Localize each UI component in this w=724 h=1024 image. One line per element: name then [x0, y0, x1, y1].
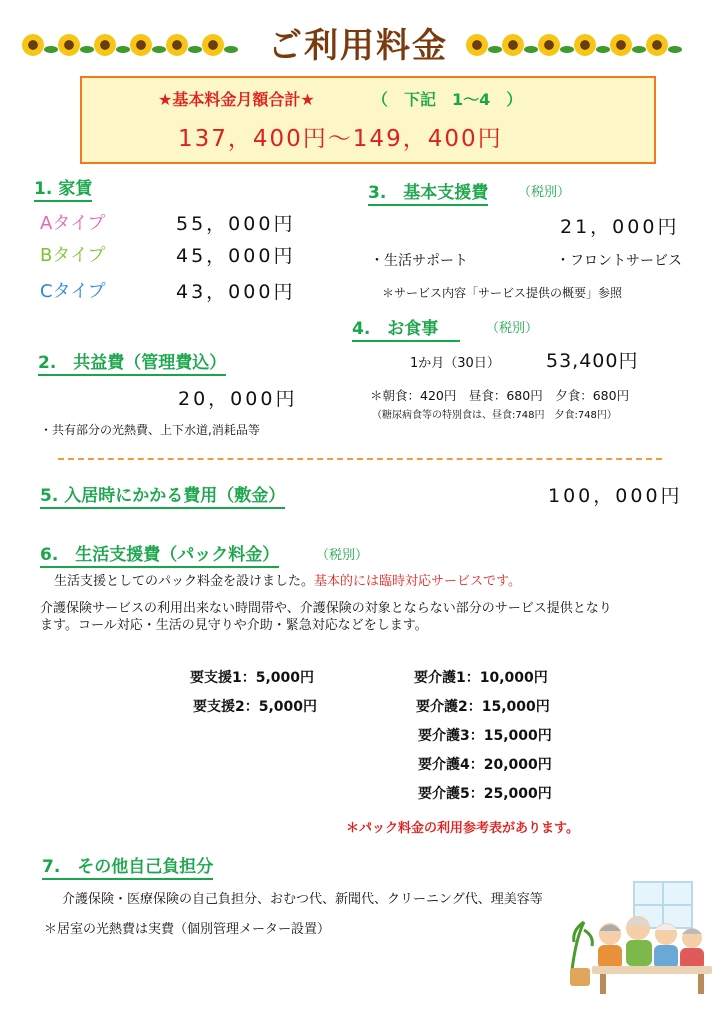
basic-support-item-2: ・フロントサービス [556, 253, 682, 269]
care-level-price: 要介護2：15,000円 [416, 699, 550, 715]
sunflower-border-right [466, 30, 696, 60]
pack-line-3: ます。コール対応・生活の見守りや介助・緊急対応などをします。 [40, 618, 428, 633]
other-heading [42, 852, 213, 877]
deposit-price: 100，000円 [548, 485, 683, 507]
sunflower-border-left [22, 30, 252, 60]
care-level-price: 要介護4：20,000円 [418, 757, 552, 773]
pack-line-1 [54, 570, 521, 589]
care-level-price: 要介護5：25,000円 [418, 786, 552, 802]
common-heading-text: 2. 共益費（管理費込） [38, 353, 226, 376]
meals-month-price: 53,400円 [546, 350, 639, 372]
other-heading-text: 7. その他自己負担分 [42, 857, 213, 880]
summary-range: 137，400円～149，400円 [178, 126, 503, 152]
meals-heading [352, 314, 460, 339]
rent-heading-text: 1. 家賃 [34, 179, 92, 202]
rent-price: 45，000円 [176, 245, 296, 267]
rent-type-label: Cタイプ [40, 281, 106, 302]
deposit-heading [40, 481, 285, 506]
pack-ref-note: ＊パック料金の利用参考表があります。 [346, 821, 579, 836]
other-line-1: 介護保険・医療保険の自己負担分、おむつ代、新聞代、クリーニング代、理美容等 [62, 892, 543, 907]
common-note: ・共有部分の光熱費、上下水道,消耗品等 [40, 423, 260, 437]
pack-tax: （税別） [316, 548, 369, 563]
residents-illustration [566, 878, 716, 996]
meals-month-label: 1か月（30日） [410, 356, 500, 371]
rent-price: 55，000円 [176, 213, 296, 235]
other-line-2: ＊居室の光熱費は実費（個別管理メーター設置） [44, 922, 331, 937]
pack-heading-text: 6. 生活支援費（パック料金） [40, 545, 279, 568]
pack-heading [40, 540, 279, 565]
basic-support-item-1: ・生活サポート [370, 253, 468, 269]
deposit-heading-text: 5. 入居時にかかる費用（敷金） [40, 486, 285, 509]
rent-type-label: Bタイプ [40, 245, 106, 266]
common-heading [38, 348, 226, 373]
basic-support-tax: （税別） [518, 185, 571, 200]
pack-line-1-red: 基本的には臨時対応サービスです。 [314, 574, 521, 589]
summary-note: （ 下記 1～4 ） [372, 90, 523, 109]
common-price: 20，000円 [178, 388, 298, 410]
care-level-price: 要介護3：15,000円 [418, 728, 552, 744]
support-level-price: 要支援2：5,000円 [193, 699, 318, 715]
pack-line-1-text: 生活支援としてのパック料金を設けました。 [54, 574, 315, 589]
rent-price: 43，000円 [176, 281, 296, 303]
rent-type-label: Aタイプ [40, 213, 106, 234]
support-level-price: 要支援1：5,000円 [190, 670, 315, 686]
basic-support-price: 21，000円 [560, 216, 680, 238]
section-divider [58, 458, 662, 460]
care-level-price: 要介護1：10,000円 [414, 670, 548, 686]
meals-heading-text: 4. お食事 [352, 319, 460, 342]
page-title: ご利用料金 [268, 26, 448, 66]
summary-label: ★基本料金月額合計★ [158, 90, 315, 109]
meals-tax: （税別） [486, 321, 539, 336]
basic-support-note: ＊サービス内容「サービス提供の概要」参照 [382, 286, 623, 300]
rent-heading [34, 174, 92, 199]
meals-detail: ＊朝食：420円 昼食：680円 夕食：680円 [370, 388, 630, 403]
meals-special: （糖尿病食等の特別食は、昼食:748円 夕食:748円） [372, 410, 617, 421]
basic-support-heading-text: 3. 基本支援費 [368, 183, 488, 206]
pack-line-2: 介護保険サービスの利用出来ない時間帯や、介護保険の対象とならない部分のサービス提供となり [40, 601, 612, 616]
basic-support-heading [368, 178, 488, 203]
